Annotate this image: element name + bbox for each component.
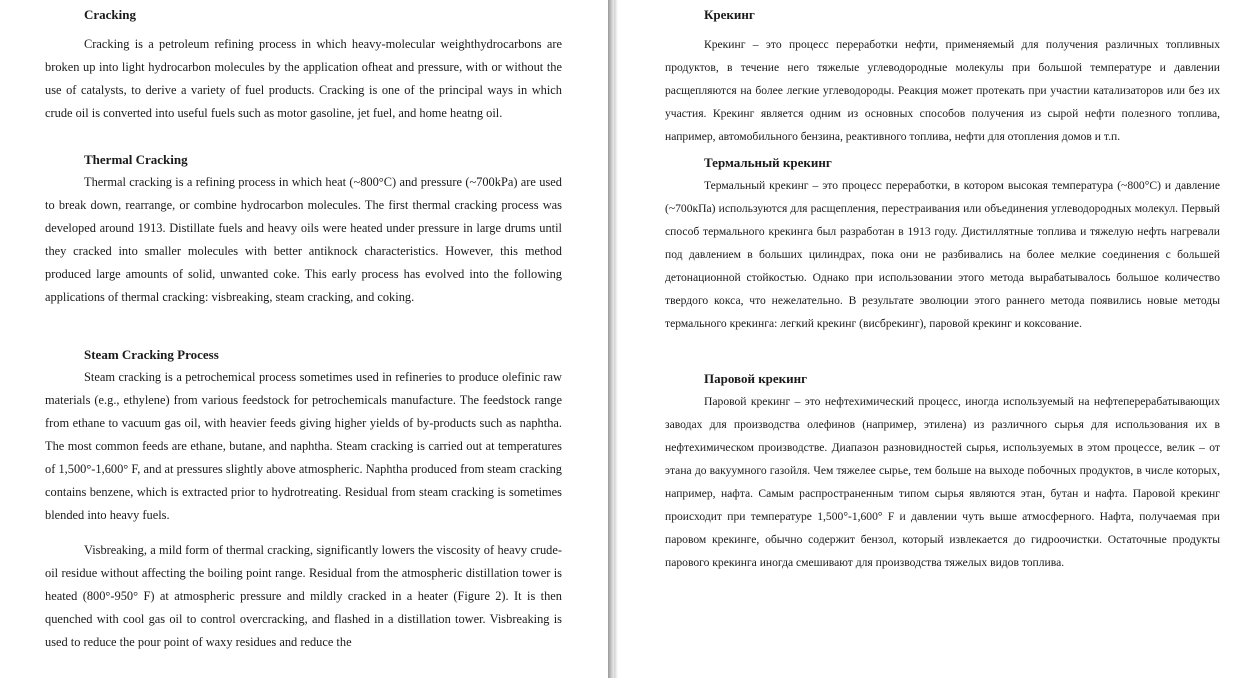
translation-page-russian — [614, 0, 1248, 678]
thermal-cracking-heading-ru: Термальный крекинг — [704, 155, 832, 170]
steam-cracking-paragraph-ru: Паровой крекинг – это нефтехимический процесс, иногда используемый на нефтеперерабатывающих заводах для производства олефинов (например, этилена) из различного сырья для использования их в нефтехимическом производстве. Диапазон разновидностей сырья, используемых в этом процессе, велик – от этана до вакуумного газойля. Чем тяжелее сырье, тем больше на выходе побочных продуктов, в числе которых, например, нафта. Самым распространенным типом сырья являются этан, бутан и нафта. Паровой крекинг происходит при температуре 1,500°-1,600° F и давлении чуть выше атмосферного. Нафта, получаемая при паровом крекинге, обычно содержит бензол, который извлекается до гидроочистки. Остаточные продукты парового крекинга иногда смешивают для производства тяжелых видов топлива. — [665, 395, 1220, 569]
visbreaking-paragraph: Visbreaking, a mild form of thermal cracking, significantly lowers the viscosity of heavy crude-oil residue without affecting the boiling point range. Residual from the atmospheric distillation tower is heated (800°-950° F) at atmospheric pressure and mildly cracked in a heater (Figure 2). It is then quenched with cool gas oil to control overcracking, and flashed in a distillation tower. Visbreaking is used to reduce the pour point of waxy residues and reduce the — [45, 543, 562, 649]
thermal-cracking-paragraph-ru: Термальный крекинг – это процесс переработки, в котором высокая температура (~800°C) и давление (~700кПа) используются для расщепления, перестраивания или объединения углеводородных молекул. Первый способ термального крекинга был разработан в 1913 году. Дистиллятные топлива и тяжелую нефть нагревали под давлением в больших цилиндрах, пока они не разбивались на более мелкие соединения с большей детонационной стойкостью. Однако при использовании этого метода вырабатывалось большое количество твердого кокса, что нежелательно. В результате эволюции этого раннего метода появились новые методы термального крекинга: легкий крекинг (висбрекинг), паровой крекинг и коксование. — [665, 179, 1220, 330]
thermal-cracking-heading: Thermal Cracking — [84, 152, 188, 167]
steam-cracking-heading: Steam Cracking Process — [84, 347, 219, 362]
cracking-heading-ru: Крекинг — [704, 7, 755, 22]
steam-cracking-paragraph: Steam cracking is a petrochemical process sometimes used in refineries to produce olefinic raw materials (e.g., ethylene) from various feedstock for petrochemicals manufacture. The feedstock range from ethane to vacuum gas oil, with heavier feeds giving higher yields of by-products such as naphtha. The most common feeds are ethane, butane, and naphtha. Steam cracking is carried out at temperatures of 1,500°-1,600° F, and at pressures slightly above atmospheric. Naphtha produced from steam cracking contains benzene, which is extracted prior to hydrotreating. Residual from steam cracking is sometimes blended into heavy fuels. — [45, 370, 562, 522]
thermal-cracking-paragraph: Thermal cracking is a refining process in which heat (~800°C) and pressure (~700kPa) are used to break down, rearrange, or combine hydrocarbon molecules. The first thermal cracking process was developed around 1913. Distillate fuels and heavy oils were heated under pressure in large drums until they cracked into smaller molecules with better antiknock characteristics. However, this method produced large amounts of solid, unwanted coke. This early process has evolved into the following applications of thermal cracking: visbreaking, steam cracking, and coking. — [45, 175, 562, 304]
cracking-paragraph: Cracking is a petroleum refining process in which heavy-molecular weighthydrocarbons are broken up into light hydrocarbon molecules by the application ofheat and pressure, with or without the use of catalysts, to derive a variety of fuel products. Cracking is one of the principal ways in which crude oil is converted into useful fuels such as motor gasoline, jet fuel, and home heatng oil. — [45, 37, 562, 120]
cracking-paragraph-ru: Крекинг – это процесс переработки нефти, применяемый для получения различных топливных продуктов, в течение него тяжелые углеводородные молекулы при большой температуре и давлении расщепляются на более легкие углеводороды. Реакция может протекать при участии катализаторов или без их участия. Крекинг является одним из основных способов получения из сырой нефти полезного топлива, например, автомобильного бензина, реактивного топлива, нефти для отопления домов и т.п. — [665, 38, 1220, 143]
steam-cracking-heading-ru: Паровой крекинг — [704, 371, 808, 386]
cracking-heading: Cracking — [84, 7, 136, 22]
source-page-english — [0, 0, 608, 678]
